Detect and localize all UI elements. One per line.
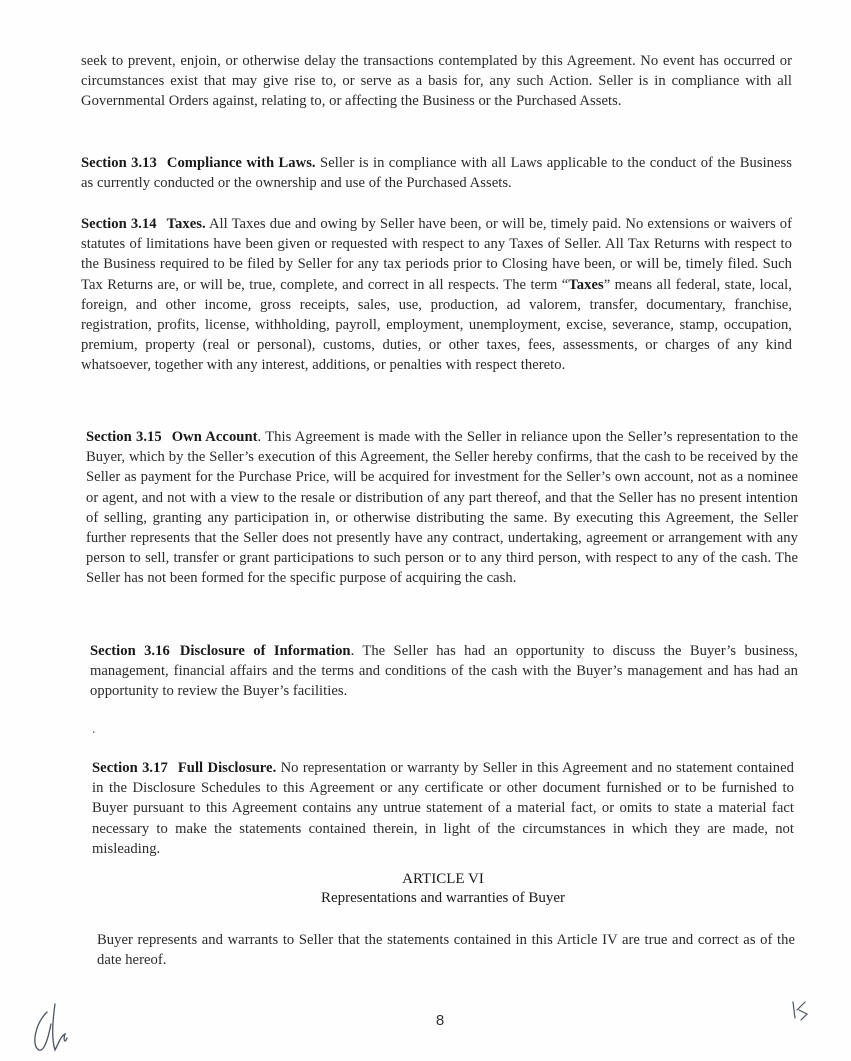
section-body: . The Seller has had an opportunity to discuss the Buyer’s business, management, financial affairs and the terms and conditions of the cash with the Buyer’s management and has had an opportunity to review the Buyer’s facilities. xyxy=(90,643,798,700)
handwritten-initials-right-icon xyxy=(785,998,825,1028)
section-3-13 xyxy=(81,153,792,193)
section-3-16 xyxy=(90,641,798,702)
section-3-17 xyxy=(92,758,794,859)
section-3-15 xyxy=(86,427,798,589)
section-title: Full Disclosure. xyxy=(177,760,277,776)
article-intro-paragraph: Buyer represents and warrants to Seller that the statements contained in this Article IV are true and correct as of the date hereof. xyxy=(97,932,795,969)
section-body: No representation or warranty by Seller in this Agreement and no statement contained in the Disclosure Schedules to this Agreement or any certificate or other document furnished or to be furnished to Buyer pursuant to this Agreement contains any untrue statement of a material fact, or omits to state a material fact necessary to make the statements contained therein, in light of the circumstances in which they are made, not misleading. xyxy=(92,760,794,857)
continuation-paragraph: seek to prevent, enjoin, or otherwise delay the transactions contemplated by this Agreement. No event has occurred or circumstances exist that may give rise to, or serve as a basis for, any such Action. Seller is in compliance with all Governmental Orders against, relating to, or affecting the Business or the Purchased Assets. xyxy=(81,53,792,110)
handwritten-initials-left-icon xyxy=(25,998,85,1058)
section-title: Compliance with Laws. xyxy=(166,155,316,171)
page-number: 8 xyxy=(435,1012,445,1029)
section-number: Section 3.16 xyxy=(90,643,170,659)
defined-term: Taxes xyxy=(568,276,604,293)
section-title: Taxes. xyxy=(166,216,206,232)
section-body: All Taxes due and owing by Seller have been, or will be, timely paid. No extensions or waivers of statutes of limitations have been given or requested with respect to any Taxes of Seller. All Tax Returns with respect to the Business required to be filed by Seller for any tax periods prior to Closing have been, or will be, timely filed. Such Tax Returns are, or will be, true, complete, and correct in all respects. The term “ xyxy=(81,216,793,293)
section-number: Section 3.13 xyxy=(81,155,157,171)
article-title: Representations and warranties of Buyer xyxy=(320,890,566,906)
section-number: Section 3.17 xyxy=(92,760,168,776)
section-3-14 xyxy=(81,214,792,376)
section-number: Section 3.15 xyxy=(86,429,162,445)
section-body-continued: ” means all federal, state, local, foreign, and other income, gross receipts, sales, use, production, ad valorem, transfer, documentary, franchise, registration, profits, license, withholding, payroll, employment, unemployment, excise, severance, stamp, occupation, premium, property (real or personal), customs, duties, or other taxes, fees, assessments, or charges of any kind whatsoever, together with any interest, additions, or penalties with respect thereto. xyxy=(81,276,792,374)
section-body: Seller is in compliance with all Laws applicable to the conduct of the Business as currently conducted or the ownership and use of the Purchased Assets. xyxy=(81,155,793,192)
section-body: . This Agreement is made with the Seller in reliance upon the Seller’s representation to the Buyer, which by the Seller’s execution of this Agreement, the Seller hereby confirms, that the cash to be received by the Seller as payment for the Purchase Price, will be acquired for investment for the Seller’s own account, not as a nominee or agent, and not with a view to the resale or distribution of any part thereof, and that the Seller has no present intention of selling, granting any participation in, or otherwise distributing the same. By executing this Agreement, the Seller further represents that the Seller does not presently have any contract, undertaking, agreement or arrangement with any person to sell, transfer or grant participations to such person or to any third person, with respect to any of the cash. The Seller has not been formed for the specific purpose of acquiring the cash. xyxy=(86,429,798,587)
section-title: Own Account xyxy=(171,429,258,445)
section-title: Disclosure of Information xyxy=(179,643,351,659)
stray-mark: . xyxy=(92,722,96,737)
section-number: Section 3.14 xyxy=(81,216,157,232)
article-number: ARTICLE VI xyxy=(402,871,484,887)
